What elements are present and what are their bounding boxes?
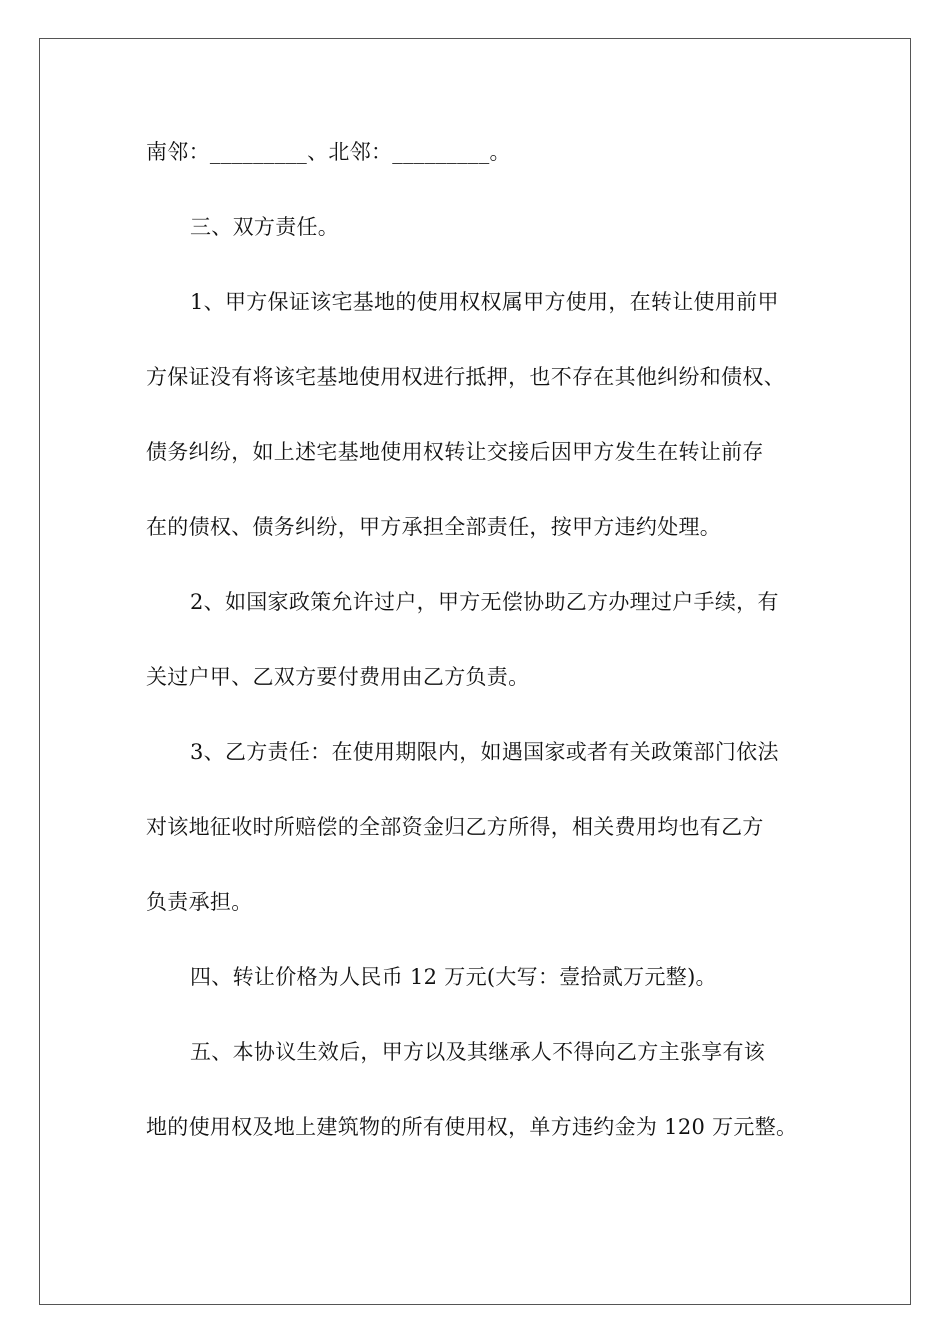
text-line: 3、乙方责任：在使用期限内，如遇国家或者有关政策部门依法 <box>190 740 779 764</box>
section-heading-price: 四、转让价格为人民币 12 万元(大写：壹拾贰万元整)。 <box>190 965 717 989</box>
section-heading-responsibilities: 三、双方责任。 <box>190 215 340 239</box>
text-line: 2、如国家政策允许过户，甲方无偿协助乙方办理过户手续，有 <box>190 590 779 614</box>
text-line: 关过户甲、乙双方要付费用由乙方负责。 <box>146 665 530 689</box>
text-line-neighbors: 南邻：_________、北邻：_________。 <box>146 140 511 164</box>
text-line: 对该地征收时所赔偿的全部资金归乙方所得，相关费用均也有乙方 <box>146 815 764 839</box>
text-line: 1、甲方保证该宅基地的使用权权属甲方使用，在转让使用前甲 <box>190 290 779 314</box>
section-heading-effect: 五、本协议生效后，甲方以及其继承人不得向乙方主张享有该 <box>190 1040 766 1064</box>
text-line: 在的债权、债务纠纷，甲方承担全部责任，按甲方违约处理。 <box>146 515 722 539</box>
text-line: 债务纠纷，如上述宅基地使用权转让交接后因甲方发生在转让前存 <box>146 440 764 464</box>
text-line: 方保证没有将该宅基地使用权进行抵押，也不存在其他纠纷和债权、 <box>146 365 785 389</box>
text-line: 地的使用权及地上建筑物的所有使用权，单方违约金为 120 万元整。 <box>146 1115 798 1139</box>
text-line: 负责承担。 <box>146 890 253 914</box>
